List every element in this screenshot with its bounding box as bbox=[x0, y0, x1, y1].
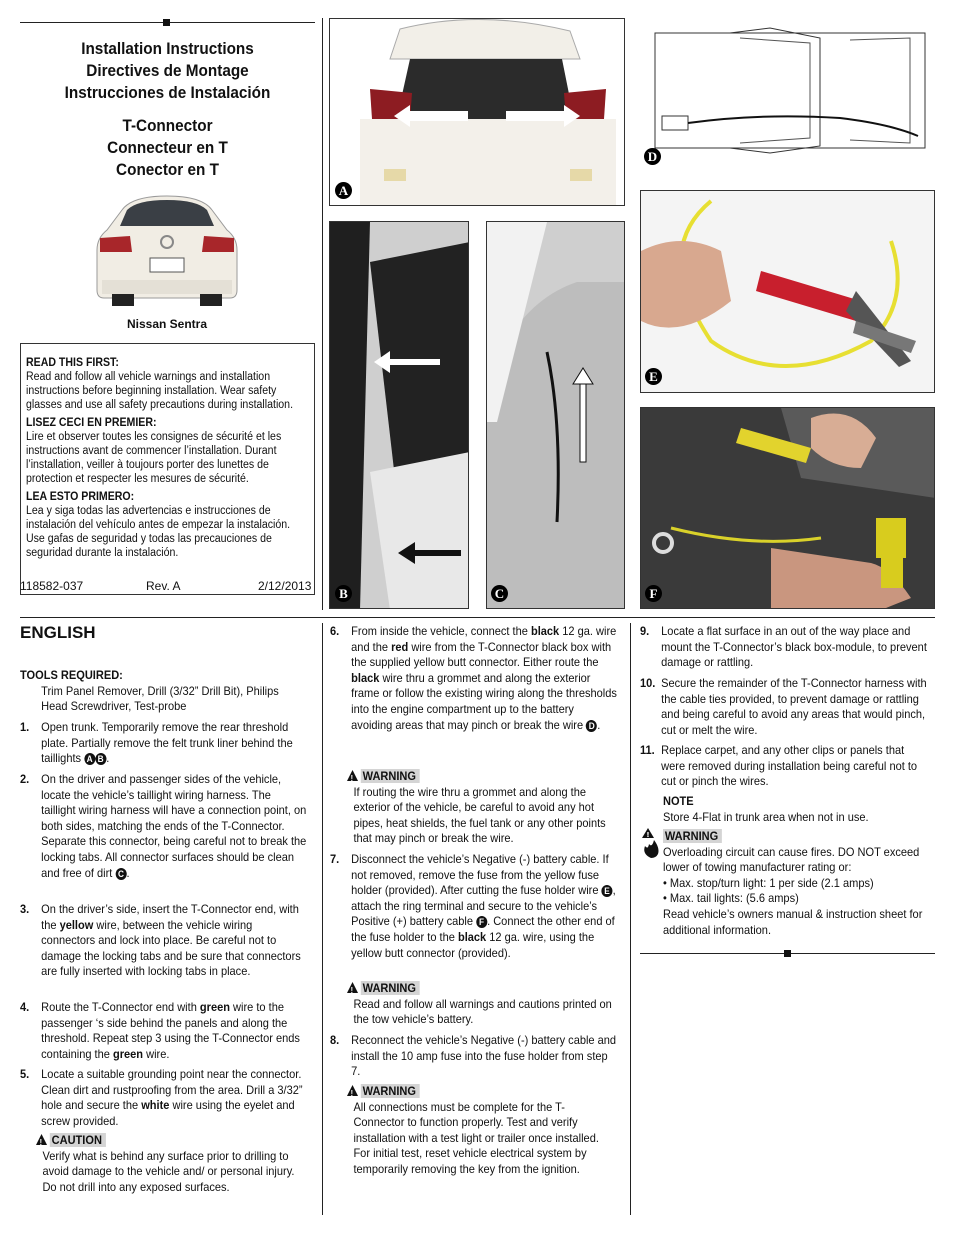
fire-warning-label: WARNING bbox=[663, 829, 722, 843]
figure-f-badge: F bbox=[645, 585, 662, 602]
read-first-box bbox=[20, 343, 315, 595]
fire-warning-block bbox=[663, 829, 939, 938]
caution-text: Verify what is behind any surface prior to drilling to avoid damage to the vehicle and/ or personal injury. Do not drill into any exposed surfaces. bbox=[42, 1148, 295, 1194]
section-rule bbox=[20, 617, 935, 618]
caution-label: CAUTION bbox=[50, 1133, 106, 1147]
warning-label: WARNING bbox=[361, 1084, 420, 1098]
warning-icon bbox=[347, 982, 358, 993]
revision: Rev. A bbox=[146, 579, 181, 593]
note-text: Store 4-Flat in trunk area when not in use. bbox=[663, 809, 869, 824]
figure-b-badge: B bbox=[335, 585, 352, 602]
read-first-es-text: Lea y siga todas las advertencias e instrucciones de instalación del vehículo antes de empezar la instalación. Use gafas de seguridad y todas las precauciones de seguridad durante la instalación. bbox=[26, 505, 291, 559]
product-fr: Connecteur en T bbox=[107, 138, 228, 157]
photo-e-cutting-wire bbox=[640, 190, 935, 393]
figure-d-badge: D bbox=[644, 148, 661, 165]
warning-label: WARNING bbox=[361, 769, 420, 783]
vehicle-image bbox=[92, 190, 242, 310]
read-first-es-title: LEA ESTO PRIMERO: bbox=[26, 491, 135, 503]
tools-text: Trim Panel Remover, Drill (3/32” Drill Bit), Philips Head Screwdriver, Test-probe bbox=[41, 683, 279, 714]
fire-warning-line-1: Overloading circuit can cause fires. DO NOT exceed lower of towing manufacturer rating or: bbox=[663, 844, 920, 875]
warning-6-text: If routing the wire thru a grommet and along the exterior of the vehicle, be careful to avoid any hot pipes, heat shields, the fuel tank or any other points that may pinch or break the wire. bbox=[353, 784, 606, 846]
column-divider-1 bbox=[322, 623, 323, 1215]
title-fr: Directives de Montage bbox=[86, 61, 249, 80]
fire-warning-icon bbox=[640, 828, 662, 860]
caution-block bbox=[36, 1133, 312, 1195]
tools-title: TOOLS REQUIRED: bbox=[20, 668, 123, 682]
column-divider-2 bbox=[630, 623, 631, 1215]
photo-a-open-trunk bbox=[329, 18, 625, 206]
fire-warning-line-3: • Max. tail lights: (5.6 amps) bbox=[663, 891, 799, 906]
photo-d-wiring-diagram bbox=[640, 18, 935, 206]
title-block bbox=[20, 38, 315, 181]
part-number: 118582-037 bbox=[20, 579, 84, 593]
read-first-en-title: READ THIS FIRST: bbox=[26, 357, 119, 369]
vehicle-caption: Nissan Sentra bbox=[126, 317, 208, 331]
warning-8-text: All connections must be complete for the T-Connector to function properly. Test and verify installation with a test light or trailer once installed. For initial test, reset vehicle electrical system by temporarily removing the key from the ignition. bbox=[353, 1099, 599, 1176]
warning-icon bbox=[347, 770, 358, 781]
note-title: NOTE bbox=[663, 794, 694, 808]
figure-a-badge: A bbox=[335, 182, 352, 199]
product-en: T-Connector bbox=[122, 116, 213, 135]
read-first-fr-text: Lire et observer toutes les consignes de sécurité et les instructions avant de commencer l’installation. Durant l’installation, veiller à toujours porter des lunettes de protection et respecter les mesures de sécurité. bbox=[26, 431, 282, 485]
tools-section bbox=[20, 668, 305, 715]
fire-warning-line-4: Read vehicle’s owners manual & instruction sheet for additional information. bbox=[663, 906, 923, 937]
english-heading: ENGLISH bbox=[20, 623, 96, 642]
rule-marker bbox=[163, 19, 170, 26]
title-en: Installation Instructions bbox=[81, 39, 254, 58]
note-block bbox=[663, 794, 939, 825]
read-first-en-text: Read and follow all vehicle warnings and installation instructions before beginning installation. Wear safety glasses and use all safety precautions during installation. bbox=[26, 371, 294, 411]
warning-label: WARNING bbox=[361, 981, 420, 995]
photo-b-trunk-liner bbox=[329, 221, 469, 609]
fire-warning-line-2: • Max. stop/turn light: 1 per side (2.1 amps) bbox=[663, 875, 874, 890]
doc-date: 2/12/2013 bbox=[258, 579, 312, 593]
figure-c-badge: C bbox=[491, 585, 508, 602]
warning-6-block bbox=[347, 769, 623, 847]
photo-f-fuse-holder bbox=[640, 407, 935, 609]
warning-7-text: Read and follow all warnings and cautions printed on the tow vehicle’s battery. bbox=[353, 996, 612, 1027]
svg-text:!: ! bbox=[646, 831, 650, 839]
column-divider-top bbox=[322, 18, 323, 610]
title-es: Instrucciones de Instalación bbox=[64, 83, 271, 102]
photo-c-wire-harness bbox=[486, 221, 625, 609]
caution-icon bbox=[36, 1134, 47, 1145]
warning-7-block bbox=[347, 981, 623, 1028]
end-rule-marker bbox=[784, 950, 791, 957]
warning-8-block bbox=[347, 1084, 623, 1178]
product-es: Conector en T bbox=[116, 160, 219, 179]
read-first-fr-title: LISEZ CECI EN PREMIER: bbox=[26, 417, 157, 429]
warning-icon bbox=[347, 1085, 358, 1096]
figure-e-badge: E bbox=[645, 368, 662, 385]
